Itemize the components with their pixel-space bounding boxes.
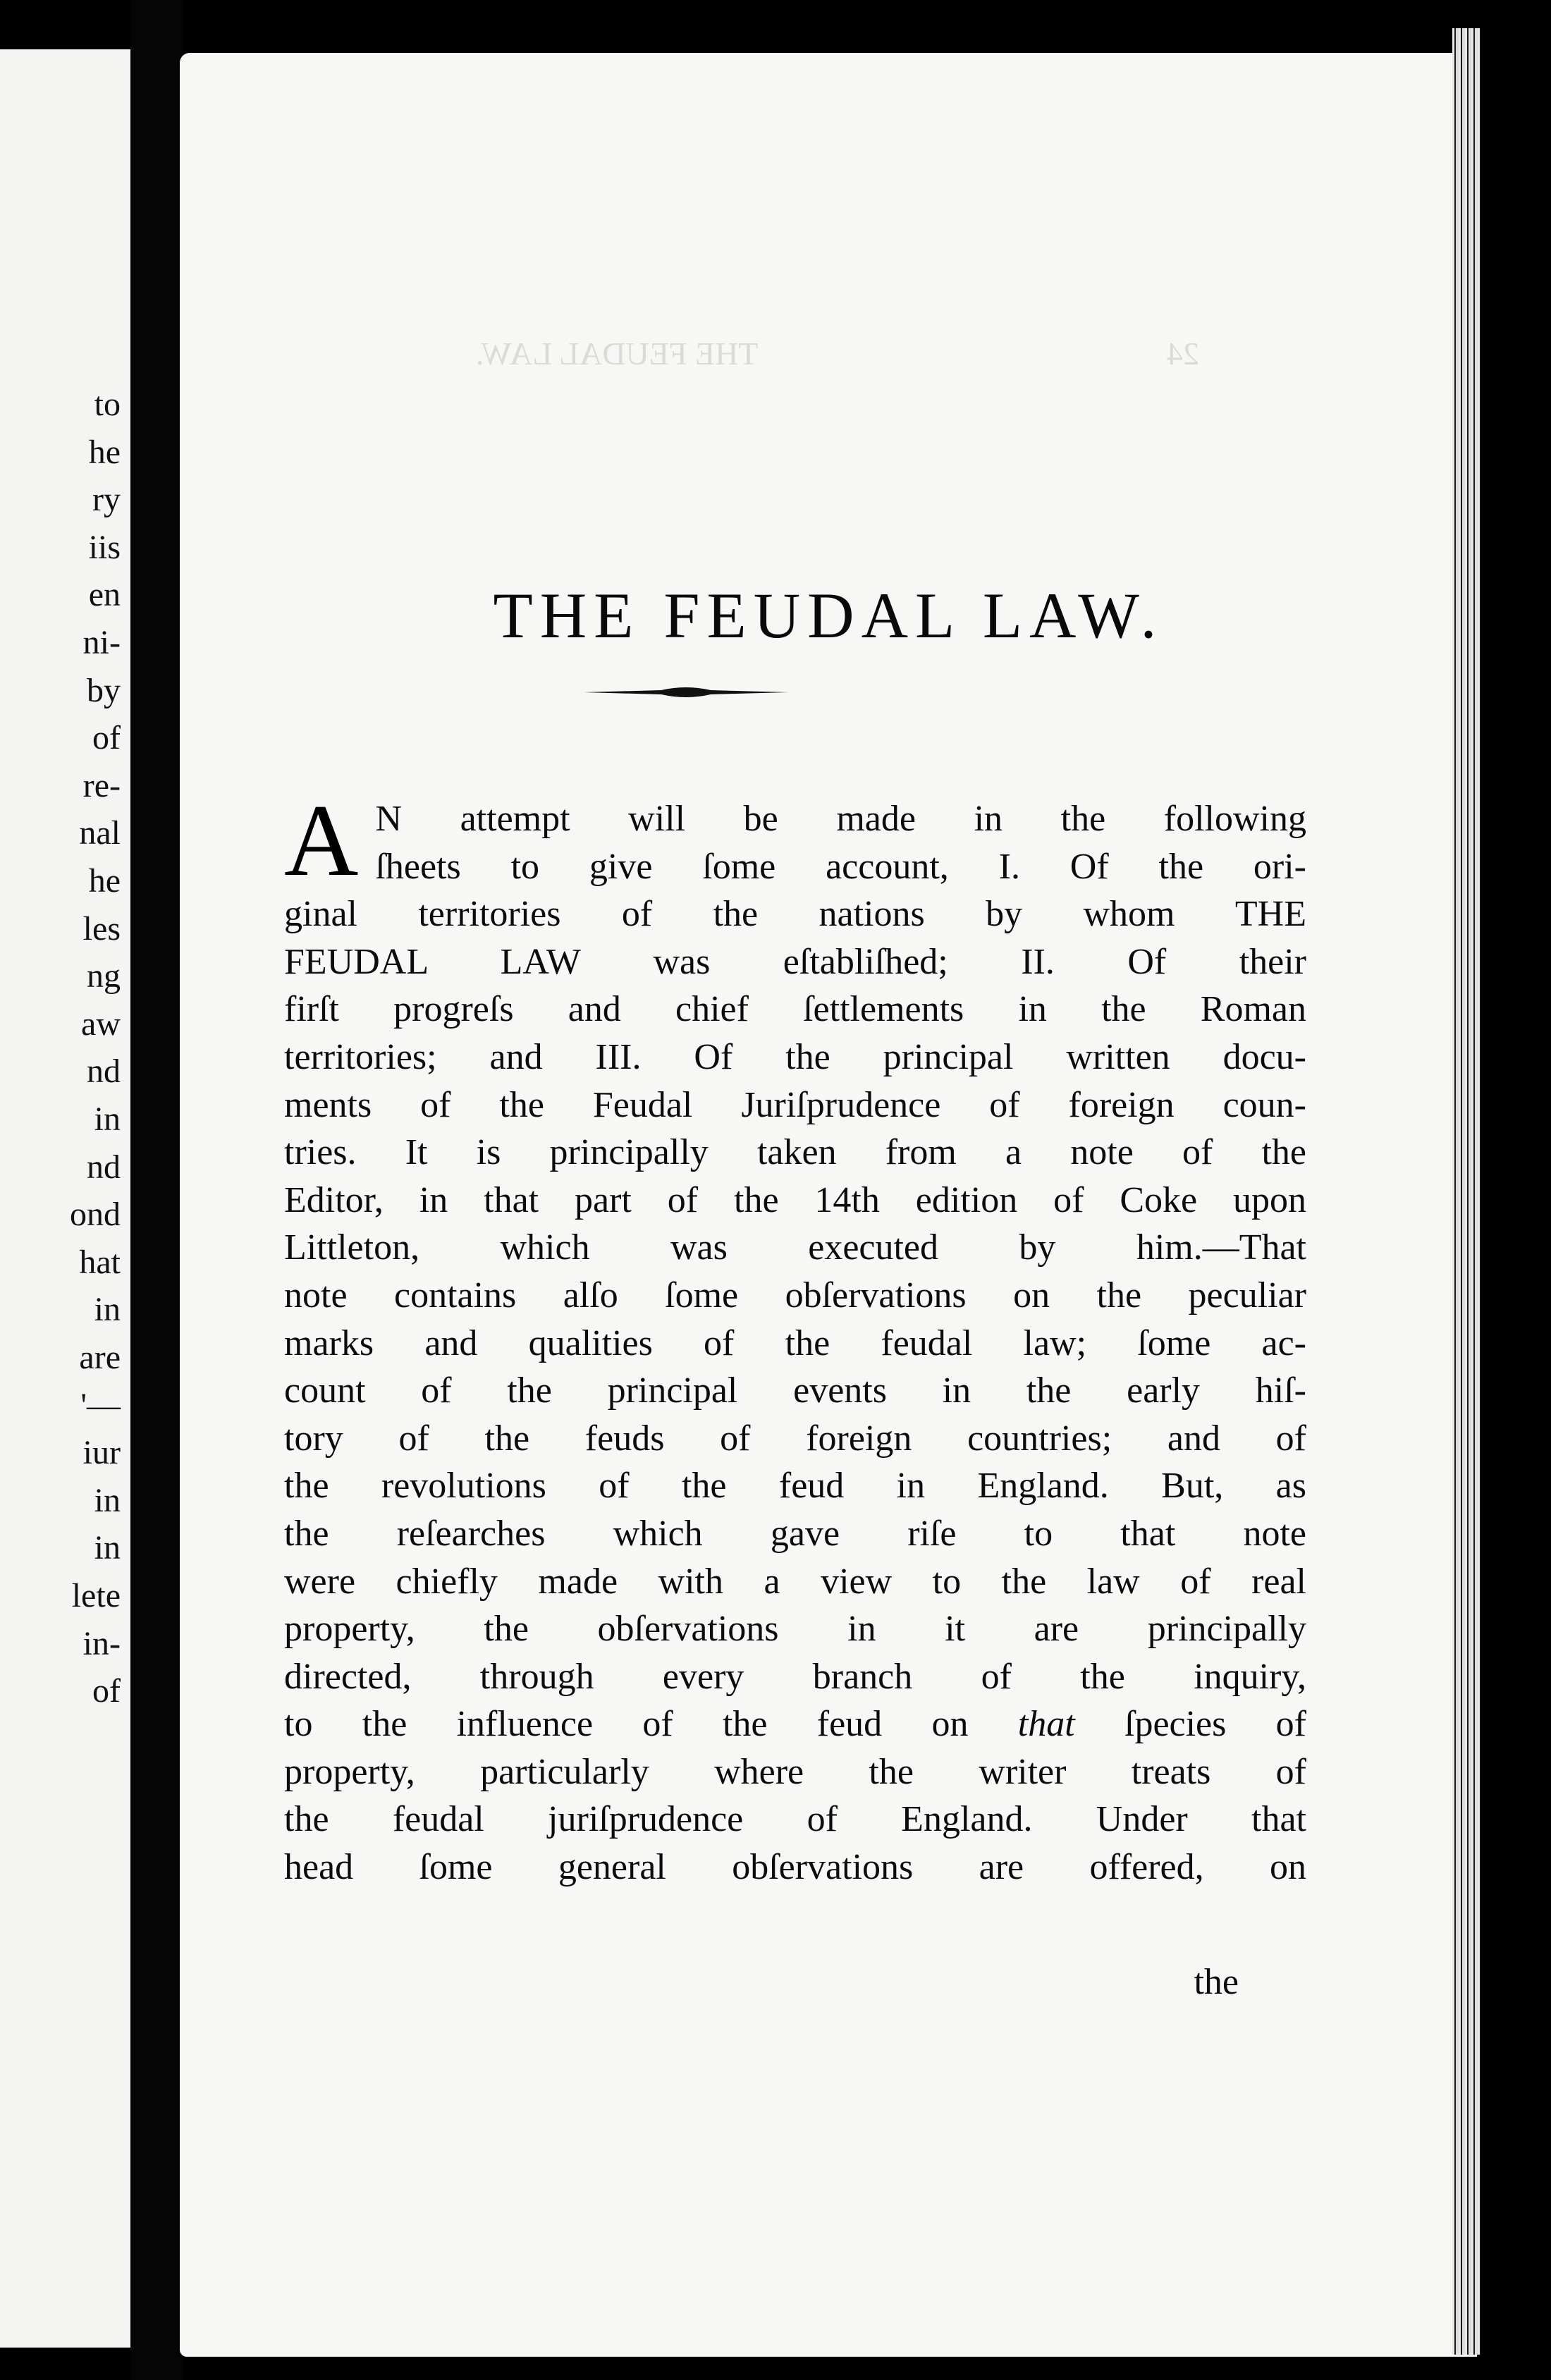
facing-page-line: in (94, 1100, 121, 1138)
text-line: were chiefly made with a view to the law of real (284, 1561, 1306, 1602)
text-line: count of the principal events in the early hiſ- (284, 1370, 1306, 1411)
text-line: marks and qualities of the feudal law; ſome ac- (284, 1323, 1306, 1363)
drop-cap: A (284, 783, 359, 897)
text-line: property, the obſervations in it are principally (284, 1609, 1306, 1650)
emphasis: that (1017, 1704, 1075, 1745)
facing-page-line: to (94, 386, 121, 423)
text-line: directed, through every branch of the inquiry, (284, 1656, 1306, 1697)
text-line: note contains alſo ſome obſervations on the peculiar (284, 1275, 1306, 1315)
facing-page-line: in (94, 1481, 121, 1519)
text-line: N attempt will be made in the following (375, 799, 1306, 839)
catchword: the (1194, 1962, 1239, 2002)
facing-page-line: in- (82, 1624, 121, 1662)
text-line: the revolutions of the feud in England. But, as (284, 1466, 1306, 1507)
facing-page-line: he (88, 862, 121, 900)
facing-page-line: ni- (82, 624, 121, 661)
facing-page-line: of (92, 719, 121, 757)
facing-page-line: in (94, 1291, 121, 1329)
text-line: tries. It is principally taken from a note of the (284, 1132, 1306, 1173)
text-line: to the influence of the feud on that ſpecies of (284, 1704, 1306, 1745)
facing-page-line: he (88, 433, 121, 471)
text-line: the feudal juriſprudence of England. Under that (284, 1799, 1306, 1840)
ornamental-rule (584, 685, 788, 700)
facing-page-line: lete (71, 1577, 121, 1614)
text-line: property, particularly where the writer treats of (284, 1751, 1306, 1792)
page-edges (1452, 28, 1480, 2355)
text-line: ginal territories of the nations by whom THE (284, 894, 1306, 935)
facing-page-line: in (94, 1529, 121, 1567)
page-title: THE FEUDAL LAW. (493, 579, 1164, 651)
facing-page-line: aw (81, 1005, 121, 1043)
facing-page-line: nd (87, 1148, 121, 1186)
facing-page-line: are (79, 1339, 121, 1376)
facing-page-line: nal (79, 814, 121, 852)
text-line: the reſearches which gave riſe to that note (284, 1513, 1306, 1554)
book-gutter (130, 0, 183, 2380)
facing-page-line: ry (92, 481, 121, 519)
bleed-header: THE FEUDAL LAW. (476, 336, 759, 372)
text-line: firſt progreſs and chief ſettlements in the Roman (284, 989, 1306, 1030)
book-page (180, 53, 1477, 2357)
text-line: Littleton, which was executed by him.—That (284, 1227, 1306, 1268)
body-text (284, 783, 1306, 1891)
facing-page (0, 49, 130, 2348)
text-line: tory of the feuds of foreign countries; and of (284, 1418, 1306, 1459)
text-line: FEUDAL LAW was eſtabliſhed; II. Of their (284, 941, 1306, 982)
facing-page-line: iis (88, 528, 121, 566)
facing-page-line: of (92, 1672, 121, 1710)
facing-page-line: by (87, 671, 121, 709)
facing-page-line: en (88, 576, 121, 614)
text-line: head ſome general obſervations are offered, on (284, 1847, 1306, 1888)
facing-page-line: hat (79, 1243, 121, 1281)
facing-page-line: re- (82, 766, 121, 804)
facing-page-line: nd (87, 1053, 121, 1091)
bleed-page-number: 24 (1167, 336, 1199, 372)
facing-page-line: ond (70, 1196, 121, 1234)
facing-page-line: '— (80, 1386, 121, 1424)
text-line: territories; and III. Of the principal written docu- (284, 1036, 1306, 1077)
text-line: ſheets to give ſome account, I. Of the ori- (375, 846, 1306, 887)
text-line: ments of the Feudal Juriſprudence of foreign coun- (284, 1084, 1306, 1125)
facing-page-line: iur (82, 1434, 121, 1472)
facing-page-line: ng (87, 957, 121, 995)
facing-page-line: les (82, 909, 121, 947)
text-line: Editor, in that part of the 14th edition of Coke upon (284, 1179, 1306, 1220)
